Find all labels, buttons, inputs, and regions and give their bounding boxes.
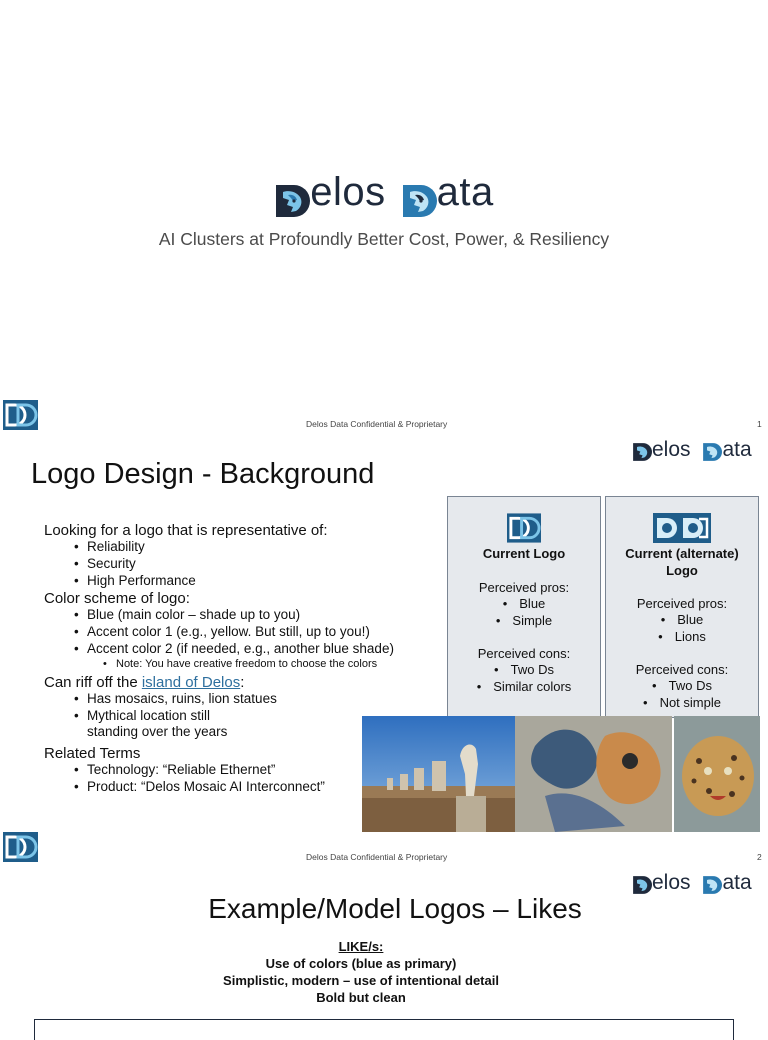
delos-d-lion-icon [274,183,310,219]
card-title: Current Logo [482,546,566,561]
con-item: • Not simple [606,694,758,711]
list-item: • Has mosaics, ruins, lion statues [87,691,444,708]
likes-label: LIKE/s: [338,939,384,954]
island-of-delos-link[interactable]: island of Delos [141,673,241,691]
footer-logo-icon [3,832,38,867]
like-item: Simplistic, modern – use of intentional detail [223,973,499,988]
con-item: • Two Ds [606,677,758,694]
pro-item: • Blue [448,595,600,612]
pro-item: • Simple [448,612,600,629]
list-item: • Security [87,556,444,573]
like-item: Bold but clean [316,990,406,1005]
corner-logo [632,438,752,462]
card-title-line2: Logo [666,563,698,578]
example-logos-frame [34,1019,734,1040]
footer-confidential: Delos Data Confidential & Proprietary [306,852,448,862]
tagline: AI Clusters at Profoundly Better Cost, Power, & Resiliency [158,229,610,249]
heading-text: Can riff off the [44,673,142,691]
alternate-logo-icon [606,513,758,543]
lion-statues-photo [362,716,515,832]
footer-confidential: Delos Data Confidential & Proprietary [306,419,448,429]
footer-logo-icon [3,400,38,435]
con-item: • Two Ds [448,661,600,678]
mosaic-photo [515,716,672,832]
continuation-text: standing over the years [87,724,228,740]
list-item: • Accent color 2 (if needed, e.g., another blue shade) [87,641,444,658]
section-heading: Color scheme of logo: [44,590,190,608]
pro-item: • Lions [606,628,758,645]
current-logo-card [447,496,601,718]
list-item: • Product: “Delos Mosaic AI Interconnect” [87,779,444,796]
like-item: Use of colors (blue as primary) [265,956,457,971]
wordmark-part2: ata [722,438,752,461]
title-slide-logo [0,170,768,219]
page-number: 1 [757,419,762,429]
list-item: • High Performance [87,573,444,590]
list-item: • Accent color 1 (e.g., yellow. But still, up to you!) [87,624,444,641]
section-heading [44,674,444,691]
section-heading: Looking for a logo that is representative of: [44,522,328,539]
list-item: • Technology: “Reliable Ethernet” [87,762,444,779]
delos-d-lion-icon [702,442,722,462]
pros-label: Perceived pros: [478,580,570,595]
likes-block [0,938,722,1006]
wordmark-part2: ata [436,170,494,214]
con-item: • Similar colors [448,678,600,695]
pros-label: Perceived pros: [636,596,728,611]
delos-d-lion-icon [702,875,722,895]
current-logo-icon [448,513,600,543]
heading-text: : [240,673,245,691]
delos-d-lion-icon [632,875,652,895]
wordmark-part1: elos [652,871,691,894]
list-item: • Blue (main color – shade up to you) [87,607,444,624]
alternate-logo-card [605,496,759,718]
cons-label: Perceived cons: [477,646,571,661]
cons-label: Perceived cons: [635,662,729,677]
slide-title: Example/Model Logos – Likes [208,893,582,924]
delos-d-lion-icon [401,183,437,219]
pro-item: • Blue [606,611,758,628]
wordmark-part1: elos [652,438,691,461]
card-title-line1: Current (alternate) [625,546,739,561]
list-item: • Mythical location still [87,708,444,725]
wordmark-part2: ata [722,871,752,894]
corner-logo [632,871,752,895]
slide-title: Logo Design - Background [31,458,375,490]
delos-d-lion-icon [632,442,652,462]
list-note: • Note: You have creative freedom to choose the colors [116,658,444,671]
leopard-mosaic-photo [674,716,760,832]
section-heading: Related Terms [44,745,141,763]
list-item: • Reliability [87,539,444,556]
page-number: 2 [757,852,762,862]
wordmark-part1: elos [310,170,386,214]
